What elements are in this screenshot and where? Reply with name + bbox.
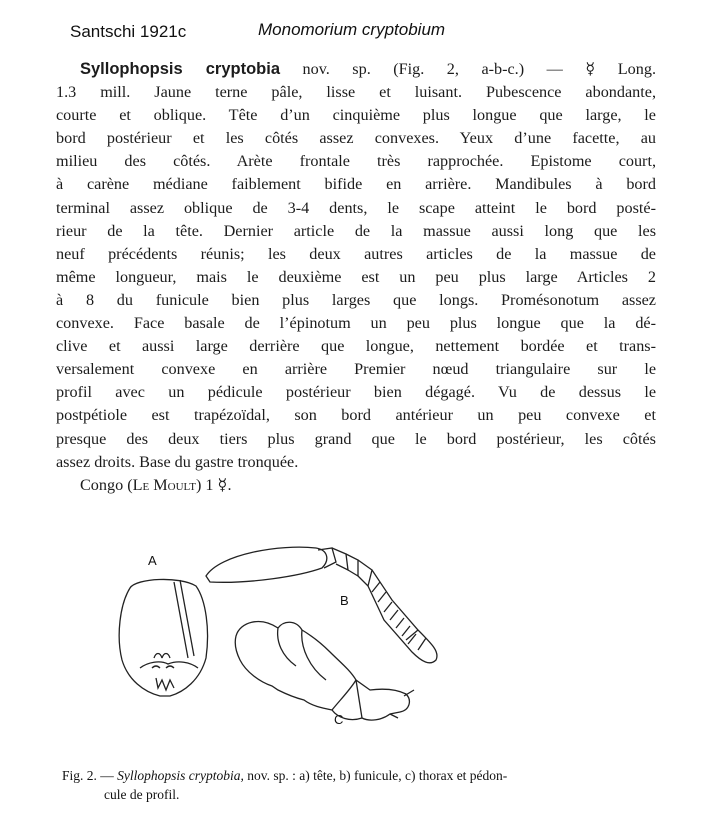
head-drawing — [119, 579, 207, 696]
description-line: bord postérieur et les côtés assez convexes. Yeux d’une facette, au — [56, 129, 656, 148]
thorax-drawing — [235, 622, 414, 721]
species-name: Syllophopsis cryptobia — [80, 60, 280, 78]
description-line: presque des deux tiers plus grand que le bord postérieur, les côtés — [56, 429, 656, 448]
description-line: milieu des côtés. Arète frontale très rapprochée. Epistome court, — [56, 152, 656, 171]
figure-label-c: C — [334, 712, 344, 727]
header-citation: Santschi 1921c — [70, 22, 187, 41]
header-taxon: Monomorium cryptobium — [258, 20, 446, 39]
caption-figure-label: Fig. 2. — — [62, 768, 114, 783]
locality-line — [56, 474, 656, 497]
figure-illustration — [100, 540, 460, 745]
description-line — [56, 58, 656, 81]
collector-name: Le Moult — [132, 475, 196, 494]
description-line: à carène médiane faiblement bifide en arrière. Mandibules à bord — [56, 175, 656, 194]
description-line-rest: nov. sp. (Fig. 2, a-b-c.) — ☿ Long. — [302, 60, 656, 78]
description-line: clive et aussi large derrière que longue, nettement bordée et trans- — [56, 337, 656, 356]
figure-caption — [62, 766, 662, 804]
caption-species: Syllophopsis cryptobia, — [117, 768, 244, 783]
funicle-drawing — [206, 547, 437, 663]
description-line: 1.3 mill. Jaune terne pâle, lisse et luisant. Pubescence abondante, — [56, 83, 656, 102]
figure-drawings — [100, 540, 460, 745]
description-line: assez droits. Base du gastre tronquée. — [56, 452, 299, 471]
figure-label-a: A — [148, 553, 157, 568]
locality-suffix: ) 1 ☿. — [195, 475, 232, 494]
description-line: postpétiole est trapézoïdal, son bord antérieur un peu convexe et — [56, 406, 656, 425]
description-line: même longueur, mais le deuxième est un peu plus large Articles 2 — [56, 267, 656, 286]
caption-continuation: cule de profil. — [104, 787, 180, 802]
description-line: à 8 du funicule bien plus larges que longs. Promésonotum assez — [56, 290, 656, 309]
description-line: convexe. Face basale de l’épinotum un peu plus longue que la dé- — [56, 314, 656, 333]
description-line: terminal assez oblique de 3-4 dents, le scape atteint le bord posté- — [56, 198, 656, 217]
description-line: versalement convexe en arrière Premier nœud triangulaire sur le — [56, 360, 656, 379]
description-line: rieur de la tête. Dernier article de la massue aussi long que les — [56, 221, 656, 240]
description-line: profil avec un pédicule postérieur bien dégagé. Vu de dessus le — [56, 383, 656, 402]
species-description — [56, 58, 656, 497]
description-line: courte et oblique. Tête d’un cinquième plus longue que large, le — [56, 106, 656, 125]
caption-text: nov. sp. : a) tête, b) funicule, c) thorax et pédon- — [247, 768, 508, 783]
figure-label-b: B — [340, 593, 349, 608]
description-line: neuf précédents réunis; les deux autres articles de la massue de — [56, 244, 656, 263]
locality-prefix: Congo ( — [80, 475, 133, 494]
